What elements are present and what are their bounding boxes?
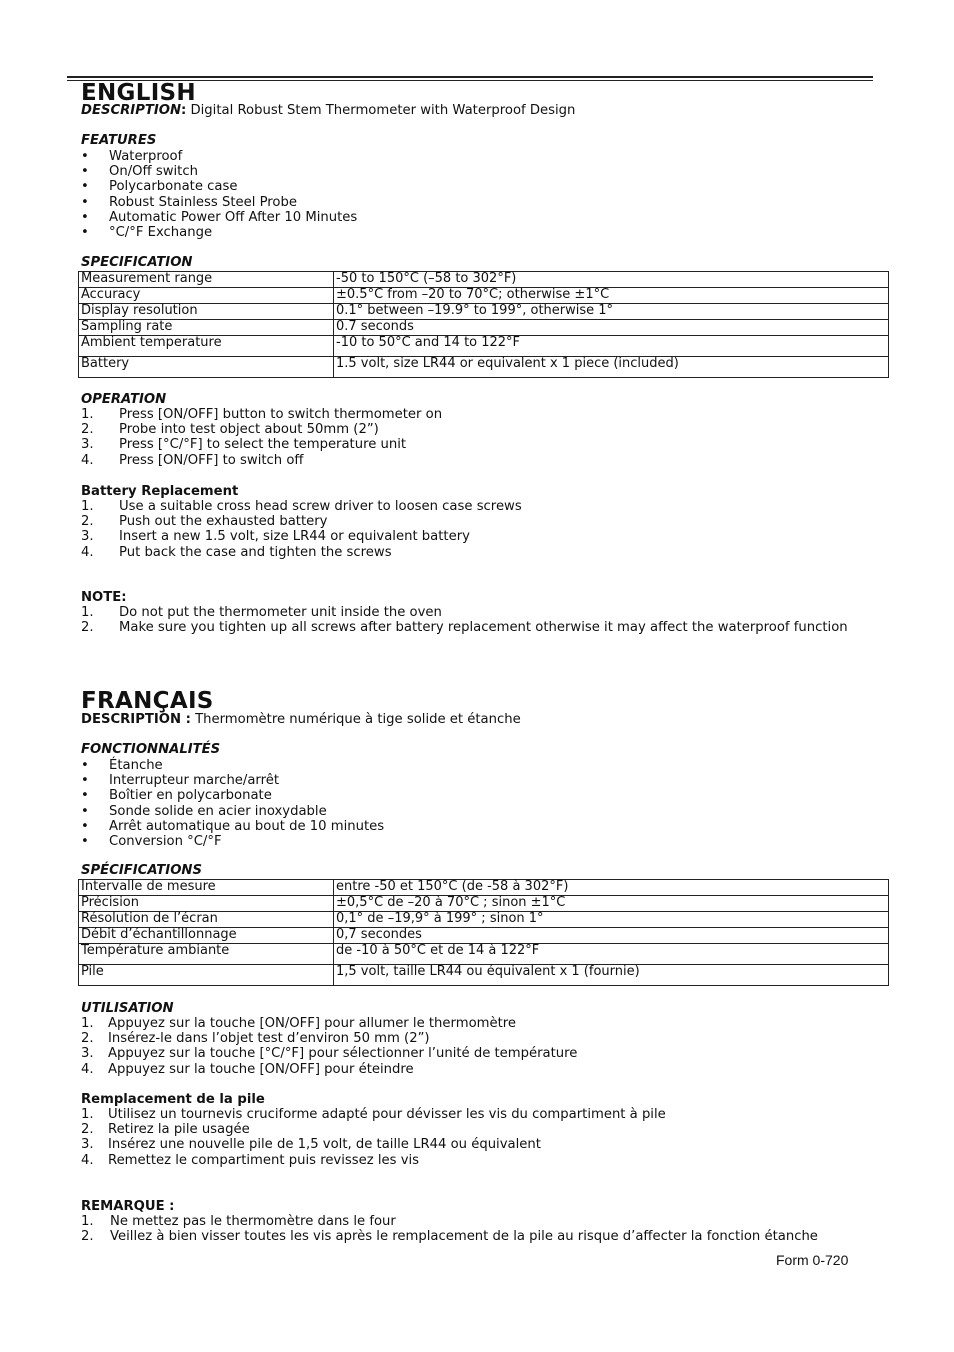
list-item: 1. Use a suitable cross head screw driver to loosen case screws: [81, 499, 522, 514]
list-item: • Polycarbonate case: [81, 179, 238, 195]
list-item: 2. Push out the exhausted battery: [81, 514, 328, 530]
bullet-marker: •: [81, 773, 89, 789]
francais-features-list: [81, 758, 384, 849]
list-item: 4. Remettez le compartiment puis revissez les vis: [81, 1152, 420, 1168]
bullet-marker: •: [81, 179, 89, 195]
list-item: 2. Make sure you tighten up all screws after battery replacement otherwise it may affect the waterproof function: [81, 620, 848, 636]
description-colon: :: [181, 103, 187, 118]
list-item: 2. Veillez à bien visser toutes les vis après le remplacement de la pile au risque d’affecter la fonction étanche: [81, 1229, 818, 1245]
list-item: 3. Insérez une nouvelle pile de 1,5 volt, de taille LR44 ou équivalent: [81, 1137, 541, 1153]
table-row: Ambient temperature -10 to 50°C and 14 to 122°F: [79, 336, 889, 357]
francais-battery-list: [81, 1107, 666, 1168]
table-row: Intervalle de mesure entre -50 et 150°C (de -58 à 302°F): [79, 880, 889, 896]
english-spec-table: [78, 271, 889, 378]
bullet-marker: •: [81, 803, 89, 819]
english-features-title: FEATURES: [81, 133, 157, 148]
francais-description: [81, 712, 521, 727]
francais-note-title: REMARQUE :: [81, 1199, 175, 1214]
table-row: Résolution de l’écran 0,1° de –19,9° à 199° ; sinon 1°: [79, 912, 889, 928]
francais-heading: FRANÇAIS: [81, 688, 214, 714]
table-row: Display resolution 0.1° between –19.9° to 199°, otherwise 1°: [79, 304, 889, 320]
table-row: Débit d’échantillonnage 0,7 secondes: [79, 928, 889, 944]
list-item: • Conversion °C/°F: [81, 834, 222, 850]
list-item: • Waterproof: [81, 149, 183, 164]
english-notes-list: [81, 605, 848, 635]
form-number: Form 0-720: [776, 1252, 849, 1268]
list-item: • Sonde solide en acier inoxydable: [81, 803, 327, 819]
list-item: 1. Ne mettez pas le thermomètre dans le four: [81, 1214, 396, 1229]
description-label: DESCRIPTION: [81, 103, 182, 118]
francais-notes-list: [81, 1214, 818, 1244]
list-item: 2. Retirez la pile usagée: [81, 1122, 250, 1138]
bullet-marker: •: [81, 194, 89, 210]
list-item: 3. Press [°C/°F] to select the temperature unit: [81, 437, 407, 453]
list-item: 3. Appuyez sur la touche [°C/°F] pour sélectionner l’unité de température: [81, 1046, 578, 1062]
list-item: 1. Appuyez sur la touche [ON/OFF] pour allumer le thermomètre: [81, 1016, 517, 1031]
english-operation-title: OPERATION: [81, 392, 167, 407]
list-item: 1. Utilisez un tournevis cruciforme adapté pour dévisser les vis du compartiment à pile: [81, 1107, 666, 1122]
english-spec-title: SPECIFICATION: [81, 255, 193, 270]
bullet-marker: •: [81, 818, 89, 834]
list-item: 2. Probe into test object about 50mm (2”): [81, 422, 379, 438]
list-item: • Boîtier en polycarbonate: [81, 788, 272, 804]
francais-battery-title: Remplacement de la pile: [81, 1092, 265, 1107]
english-features-list: [81, 149, 357, 240]
english-note-title: NOTE:: [81, 590, 127, 605]
francais-spec-title: SPÉCIFICATIONS: [81, 863, 202, 878]
list-item: 4. Put back the case and tighten the screws: [81, 544, 392, 560]
table-row: Température ambiante de -10 à 50°C et de 14 à 122°F: [79, 944, 889, 965]
francais-spec-table: [78, 879, 889, 986]
list-item: 4. Press [ON/OFF] to switch off: [81, 452, 304, 468]
francais-operation-list: [81, 1016, 577, 1077]
bullet-marker: •: [81, 209, 89, 225]
description-text: Digital Robust Stem Thermometer with Waterproof Design: [186, 103, 576, 118]
list-item: • On/Off switch: [81, 164, 198, 180]
francais-features-title: FONCTIONNALITÉS: [81, 742, 221, 757]
table-row: Pile 1,5 volt, taille LR44 ou équivalent x 1 (fournie): [79, 965, 889, 986]
bullet-marker: •: [81, 758, 89, 773]
bullet-marker: •: [81, 225, 89, 241]
list-item: • Robust Stainless Steel Probe: [81, 194, 297, 210]
list-item: • °C/°F Exchange: [81, 225, 213, 241]
bullet-marker: •: [81, 788, 89, 804]
table-row: Measurement range -50 to 150°C (–58 to 302°F): [79, 272, 889, 288]
francais-operation-title: UTILISATION: [81, 1001, 174, 1016]
bullet-marker: •: [81, 164, 89, 180]
list-item: • Automatic Power Off After 10 Minutes: [81, 209, 358, 225]
list-item: 3. Insert a new 1.5 volt, size LR44 or equivalent battery: [81, 529, 470, 545]
description-label: DESCRIPTION :: [81, 712, 191, 727]
english-battery-title: Battery Replacement: [81, 484, 239, 499]
list-item: • Arrêt automatique au bout de 10 minutes: [81, 818, 385, 834]
list-item: 4. Appuyez sur la touche [ON/OFF] pour éteindre: [81, 1061, 414, 1077]
list-item: 2. Insérez-le dans l’objet test d’environ 50 mm (2”): [81, 1031, 430, 1047]
table-row: Battery 1.5 volt, size LR44 or equivalent x 1 piece (included): [79, 357, 889, 378]
list-item: 1. Do not put the thermometer unit inside the oven: [81, 605, 442, 620]
english-description: [81, 103, 575, 118]
table-row: Sampling rate 0.7 seconds: [79, 320, 889, 336]
bullet-marker: •: [81, 149, 89, 164]
table-row: Précision ±0,5°C de –20 à 70°C ; sinon ±1°C: [79, 896, 889, 912]
description-text: Thermomètre numérique à tige solide et étanche: [190, 712, 521, 727]
list-item: 1. Press [ON/OFF] button to switch thermometer on: [81, 407, 443, 422]
table-row: Accuracy ±0.5°C from –20 to 70°C; otherwise ±1°C: [79, 288, 889, 304]
list-item: • Étanche: [81, 758, 163, 773]
english-battery-list: [81, 499, 522, 560]
english-operation-list: [81, 407, 442, 468]
list-item: • Interrupteur marche/arrêt: [81, 773, 280, 789]
bullet-marker: •: [81, 834, 89, 850]
header-rule-thick: [67, 76, 873, 78]
english-heading: ENGLISH: [81, 80, 196, 106]
